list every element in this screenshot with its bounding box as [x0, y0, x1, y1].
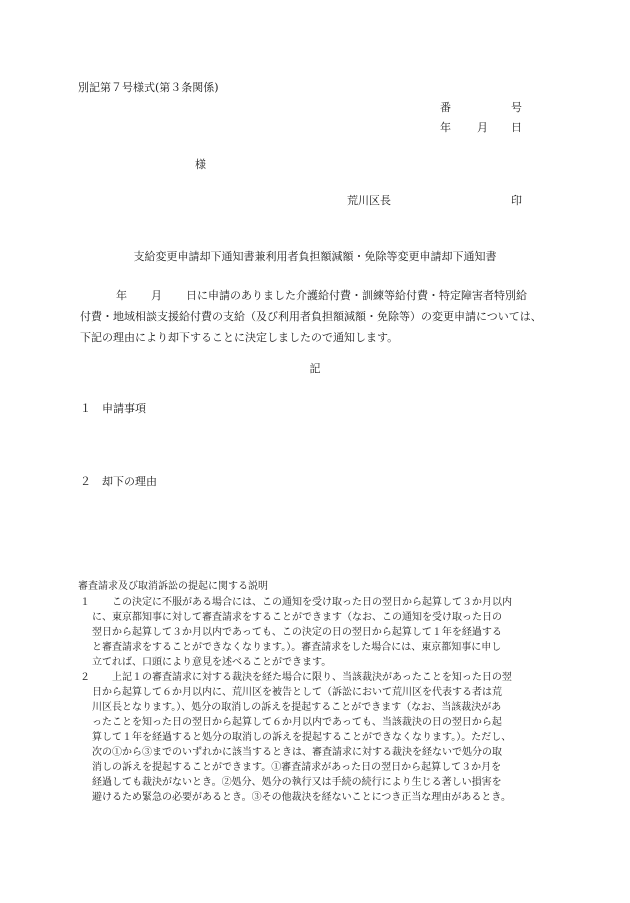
note-2-line: 次の①から③までのいずれかに該当するときは、審査請求に対する裁決を経ないで処分の取	[92, 747, 502, 758]
form-label: 別記第７号様式(第３条関係)	[78, 81, 219, 94]
issuer-name: 荒川区長	[347, 194, 391, 207]
note-2-number: ２	[80, 672, 90, 683]
note-1-line: に、東京都知事に対して審査請求をすることができます（なお、この通知を受け取った日の	[92, 612, 502, 623]
document-number-suffix: 号	[511, 101, 522, 114]
body-line-3: 下記の理由により却下することに決定しましたので通知します。	[80, 331, 399, 344]
date-year-label: 年	[440, 121, 451, 134]
section-application-items: １ 申請事項	[80, 402, 146, 415]
seal-mark: 印	[511, 194, 522, 207]
note-1-line	[80, 596, 512, 609]
note-2-line	[80, 671, 512, 684]
note-1-number: １	[80, 597, 90, 608]
date-day-label: 日	[511, 121, 522, 134]
addressee-suffix: 様	[195, 158, 206, 171]
notes-heading: 審査請求及び取消訴訟の提起に関する説明	[78, 581, 268, 592]
body-year-label: 年	[116, 289, 127, 302]
note-1-line: 翌日から起算して３か月以内であっても、この決定の日の翌日から起算して１年を経過する	[92, 627, 502, 638]
section-rejection-reason: ２ 却下の理由	[80, 475, 157, 488]
ki-heading: 記	[309, 362, 321, 375]
document-number-label: 番	[440, 101, 451, 114]
body-line-1-text: 日に申請のありました介護給付費・訓練等給付費・特定障害者特別給	[186, 289, 527, 302]
note-2-line: ったことを知った日の翌日から起算して６か月以内であっても、当該裁決の日の翌日から起	[92, 717, 502, 728]
note-1-text: この決定に不服がある場合には、この通知を受け取った日の翌日から起算して３か月以内	[112, 597, 512, 608]
body-month-label: 月	[151, 289, 162, 302]
note-1-line: 立てれば、口頭により意見を述べることができます。	[92, 657, 332, 668]
note-2-line: 消しの訴えを提起することができます。①審査請求があった日の翌日から起算して３か月を	[92, 762, 502, 773]
body-line-2: 付費・地域相談支援給付費の支給（及び利用者負担額減額・免除等）の変更申請については、	[80, 310, 542, 323]
note-2-line: 経過しても裁決がないとき。②処分、処分の執行又は手続の続行により生じる著しい損害を	[92, 777, 502, 788]
note-2-line: 算して１年を経過すると処分の取消しの訴えを提起することができなくなります。）。ただし、	[92, 732, 512, 743]
document-title: 支給変更申請却下通知書兼利用者負担額減額・免除等変更申請却下通知書	[133, 250, 497, 263]
note-2-line: 避けるため緊急の必要があるとき。③その他裁決を経ないことにつき正当な理由があるとき。	[92, 792, 511, 803]
note-1-line: と審査請求をすることができなくなります。）。審査請求をした場合には、東京都知事に申し	[92, 642, 502, 653]
date-month-label: 月	[477, 121, 488, 134]
note-2-text: 上記１の審査請求に対する裁決を経た場合に限り、当該裁決があったことを知った日の翌	[112, 672, 512, 683]
body-line-1	[80, 288, 527, 304]
note-2-line: 川区長となります。）、処分の取消しの訴えを提起することができます（なお、当該裁決があ	[92, 702, 502, 713]
note-2-line: 日から起算して６か月以内に、荒川区を被告として（訴訟において荒川区を代表する者は荒	[92, 687, 502, 698]
